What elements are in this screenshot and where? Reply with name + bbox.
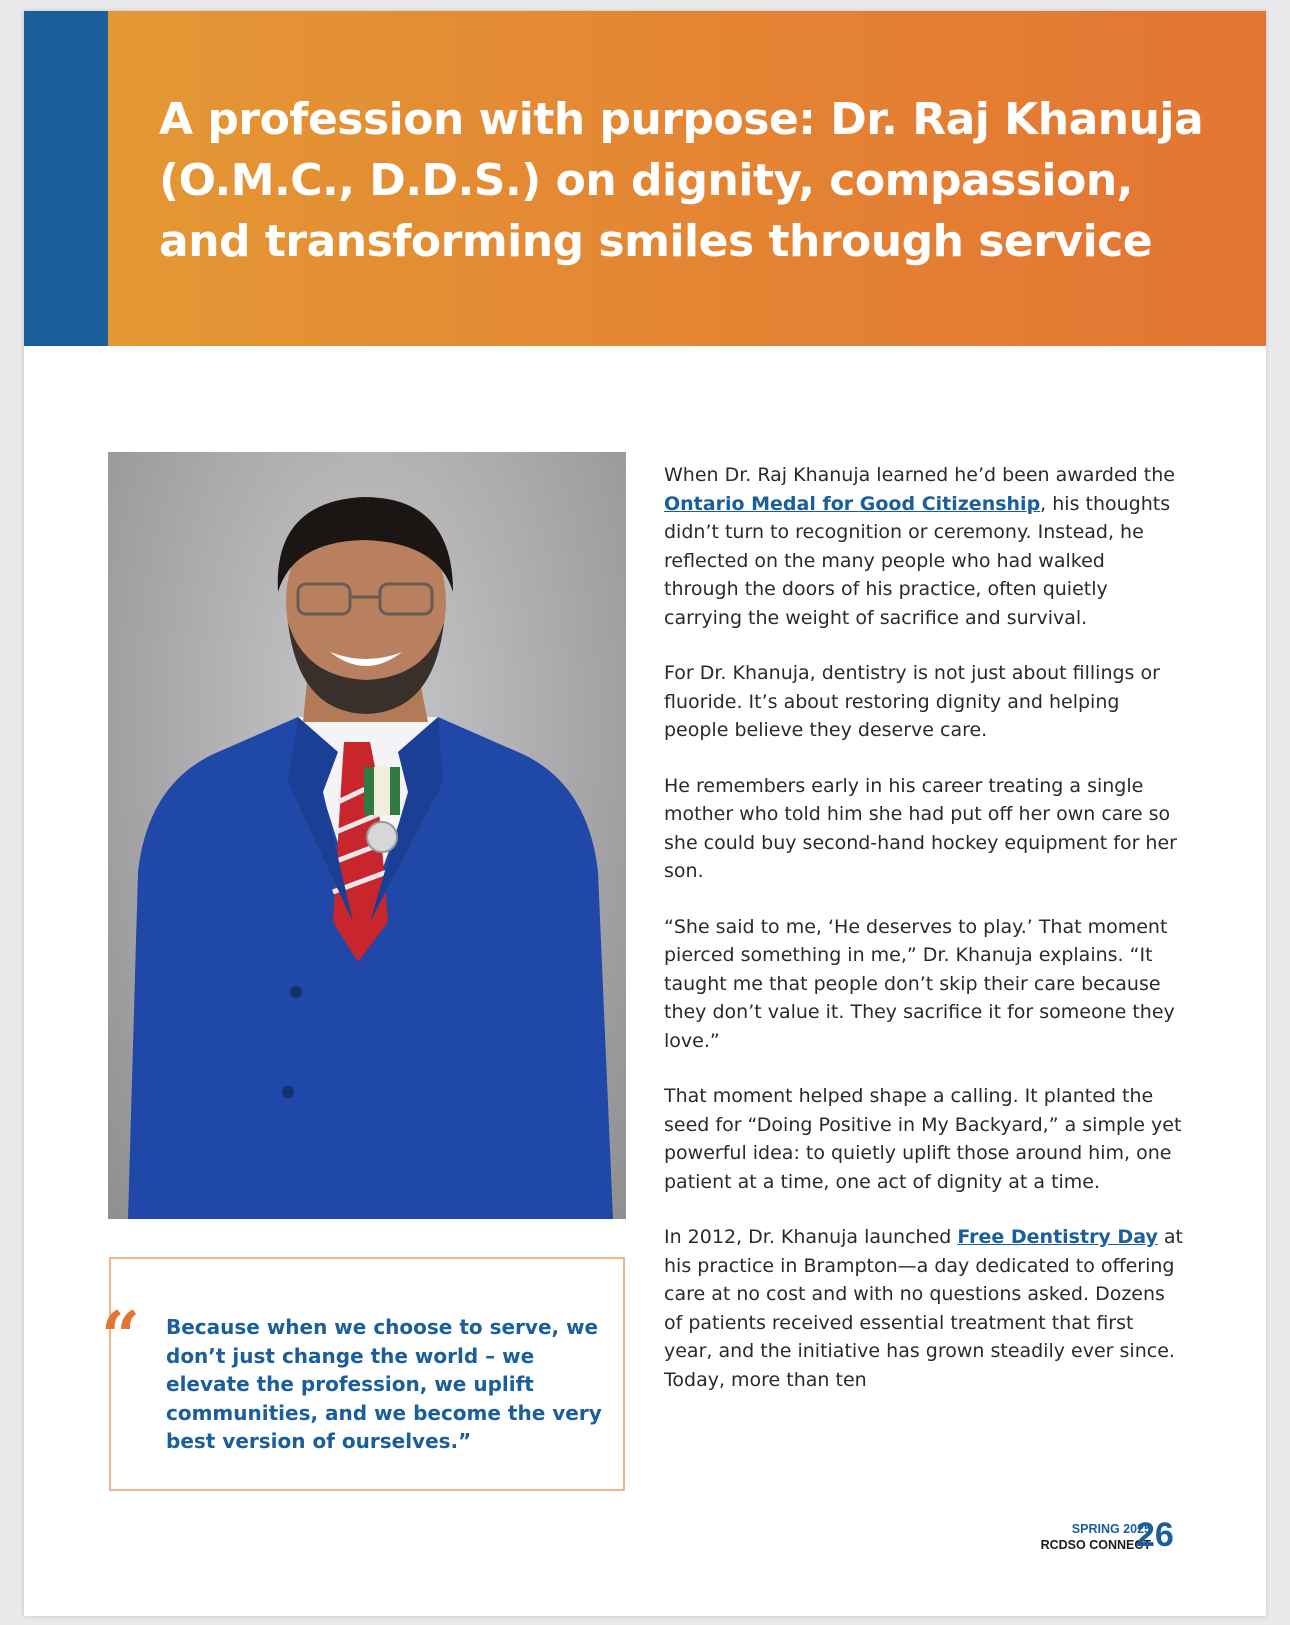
- paragraph: [664, 461, 1184, 632]
- portrait-photo: [108, 452, 626, 1219]
- header-banner: [24, 11, 1266, 346]
- page-number: 26: [1136, 1516, 1174, 1554]
- ontario-medal-link[interactable]: Ontario Medal for Good Citizenship: [664, 492, 1041, 515]
- article-body: [664, 461, 1184, 1421]
- publication-name: RCDSO CONNECT: [1040, 1538, 1151, 1552]
- paragraph-text: , his thoughts didn’t turn to recognition or ceremony. Instead, he reflected on the many people who had walked through the doors of his practice, often quietly carrying the weight of sacrifice and survival.: [664, 492, 1171, 629]
- issue-label: SPRING 2025: [1071, 1522, 1151, 1536]
- article-title: A profession with purpose: Dr. Raj Khanuja (O.M.C., D.D.S.) on dignity, compassion, and transforming smiles through service: [159, 94, 1204, 267]
- paragraph-text: When Dr. Raj Khanuja learned he’d been awarded the: [664, 464, 1175, 486]
- paragraph: He remembers early in his career treating a single mother who told him she had put off her own care so she could buy second-hand hockey equipment for her son.: [664, 774, 1177, 882]
- pull-quote: [101, 1257, 625, 1491]
- magazine-page: [24, 11, 1266, 1616]
- header-accent-bar: [24, 11, 108, 346]
- paragraph: [664, 1223, 1184, 1394]
- paragraph-text: at his practice in Brampton—a day dedicated to offering care at no cost and with no questions asked. Dozens of patients received essential treatment that first year, and the initiative has grown steadily ever since. Today, more than ten: [664, 1226, 1183, 1391]
- paragraph: For Dr. Khanuja, dentistry is not just about fillings or fluoride. It’s about restoring dignity and helping people believe they deserve care.: [664, 662, 1160, 741]
- paragraph: “She said to me, ‘He deserves to play.’ That moment pierced something in me,” Dr. Khanuja explains. “It taught me that people don’t skip their care because they don’t value it. They sacrifice it for someone they love.”: [664, 915, 1175, 1052]
- portrait-illustration: [108, 452, 626, 1219]
- free-dentistry-day-link[interactable]: Free Dentistry Day: [957, 1226, 1158, 1248]
- quote-mark-icon: “: [101, 1297, 141, 1377]
- pull-quote-text: Because when we choose to serve, we don’t just change the world – we elevate the profession, we uplift communities, and we become the very best version of ourselves.”: [166, 1315, 602, 1453]
- paragraph-text: In 2012, Dr. Khanuja launched: [664, 1226, 958, 1248]
- paragraph: That moment helped shape a calling. It planted the seed for “Doing Positive in My Backyard,” a simple yet powerful idea: to quietly uplift those around him, one patient at a time, one act of dignity at a time.: [664, 1085, 1182, 1193]
- page-footer: [1041, 1521, 1151, 1553]
